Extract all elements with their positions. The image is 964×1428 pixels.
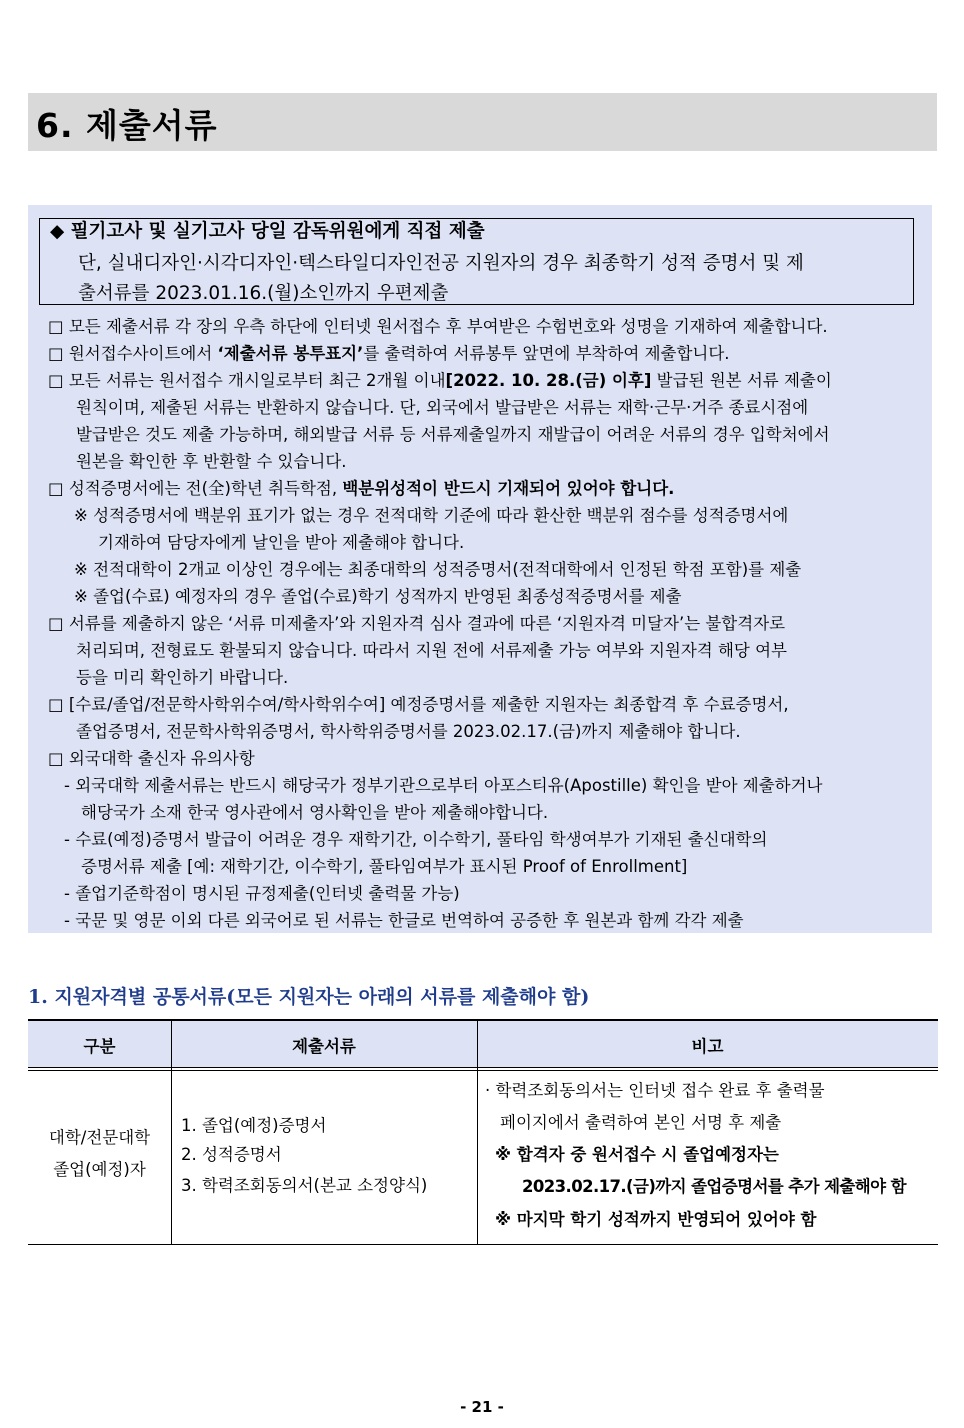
- bullet-4: [48, 479, 674, 499]
- table-bottom-border: [28, 1244, 938, 1245]
- bullet-3-line: 원칙이며, 제출된 서류는 반환하지 않습니다. 단, 외국에서 발급받은 서류는 재학·근무·거주 종료시점에: [76, 398, 809, 417]
- bullet-2: [48, 344, 730, 364]
- row-document: 1. 졸업(예정)증명서: [181, 1116, 327, 1135]
- bullet-3-line: 발급받은 것도 제출 가능하며, 해외발급 서류 등 서류제출일까지 재발급이 어려운 서류의 경우 입학처에서: [76, 425, 830, 444]
- row-category: 대학/전문대학: [48, 1128, 151, 1147]
- notice-panel: [28, 205, 932, 933]
- bullet-2-text: □ 원서접수사이트에서: [48, 344, 218, 363]
- bullet-7-item: - 수료(예정)증명서 발급이 어려운 경우 재학기간, 이수학기, 풀타임 학생여부가 기재된 출신대학의: [64, 830, 768, 849]
- row-note: 페이지에서 출력하여 본인 서명 후 제출: [500, 1113, 782, 1132]
- bullet-7-item: 증명서류 제출 [예: 재학기간, 이수학기, 풀타임여부가 표시된 Proof of Enrollment]: [81, 857, 688, 876]
- bullet-7: □ 외국대학 출신자 유의사항: [48, 749, 255, 768]
- bullet-7-item: - 졸업기준학점이 명시된 규정제출(인터넷 출력물 가능): [64, 884, 460, 903]
- bullet-2-text-end: 를 출력하여 서류봉투 앞면에 부착하여 제출합니다.: [363, 344, 730, 363]
- row-document: 3. 학력조회동의서(본교 소정양식): [181, 1176, 428, 1195]
- row-document: 2. 성적증명서: [181, 1145, 282, 1164]
- bullet-2-bold: ‘제출서류 봉투표지’: [217, 344, 364, 363]
- header-remarks: 비고: [691, 1037, 724, 1056]
- row-note-emphasis: ※ 합격자 중 원서접수 시 졸업예정자는: [495, 1145, 779, 1164]
- row-category: 졸업(예정)자: [53, 1160, 146, 1179]
- bullet-3-line: 원본을 확인한 후 반환할 수 있습니다.: [76, 452, 347, 471]
- page-number: - 21 -: [460, 1398, 504, 1416]
- bullet-5-line: 처리되며, 전형료도 환불되지 않습니다. 따라서 지원 전에 서류제출 가능 여부와 지원자격 해당 여부: [76, 641, 787, 660]
- table-header-divider: [28, 1067, 938, 1068]
- bullet-3-bold: [2022. 10. 28.(금) 이후]: [445, 371, 652, 390]
- bullet-7-item: 해당국가 소재 한국 영사관에서 영사확인을 받아 제출해야합니다.: [81, 803, 549, 822]
- bullet-5-line: 등을 미리 확인하기 바랍니다.: [76, 668, 289, 687]
- bullet-3-text: □ 모든 서류는 원서접수 개시일로부터 최근 2개월 이내: [48, 371, 446, 390]
- header-category: 구분: [83, 1037, 116, 1056]
- row-note-emphasis: ※ 마지막 학기 성적까지 반영되어 있어야 함: [495, 1210, 817, 1229]
- table-top-border: [28, 1019, 938, 1021]
- bullet-4-bold: 백분위성적이 반드시 기재되어 있어야 합니다.: [342, 479, 675, 498]
- bullet-6: □ [수료/졸업/전문학사학위수여/학사학위수여] 예정증명서를 제출한 지원자는 최종합격 후 수료증명서,: [48, 695, 789, 714]
- subsection-title: 1. 지원자격별 공통서류(모든 지원자는 아래의 서류를 제출해야 함): [28, 986, 590, 1008]
- notice-box-title: ◆ 필기고사 및 실기고사 당일 감독위원에게 직접 제출: [50, 221, 485, 242]
- common-documents-table: [28, 1019, 938, 1245]
- notice-box-line: 출서류를 2023.01.16.(월)소인까지 우편제출: [78, 283, 449, 304]
- bullet-4-text: □ 성적증명서에는 전(全)학년 취득학점,: [48, 479, 343, 498]
- bullet-1: □ 모든 제출서류 각 장의 우측 하단에 인터넷 원서접수 후 부여받은 수험번호와 성명을 기재하여 제출합니다.: [48, 317, 828, 336]
- bullet-6-line: 졸업증명서, 전문학사학위증명서, 학사학위증명서를 2023.02.17.(금)까지 제출해야 합니다.: [76, 722, 741, 741]
- bullet-4-note: ※ 졸업(수료) 예정자의 경우 졸업(수료)학기 성적까지 반영된 최종성적증명서를 제출: [74, 587, 682, 606]
- bullet-3-text-end: 발급된 원본 서류 제출이: [651, 371, 832, 390]
- section-title-bar: [28, 93, 937, 151]
- bullet-7-item: - 외국대학 제출서류는 반드시 해당국가 정부기관으로부터 아포스티유(Apostille) 확인을 받아 제출하거나: [64, 776, 823, 795]
- bullet-4-note: ※ 전적대학이 2개교 이상인 경우에는 최종대학의 성적증명서(전적대학에서 인정된 학점 포함)를 제출: [74, 560, 802, 579]
- bullet-4-note: 기재하여 담당자에게 날인을 받아 제출해야 합니다.: [98, 533, 465, 552]
- notice-box-line: 단, 실내디자인·시각디자인·텍스타일디자인전공 지원자의 경우 최종학기 성적 증명서 및 제: [78, 253, 804, 274]
- bullet-5: □ 서류를 제출하지 않은 ‘서류 미제출자’와 지원자격 심사 결과에 따른 ‘지원자격 미달자’는 불합격자로: [48, 614, 786, 633]
- row-note: · 학력조회동의서는 인터넷 접수 완료 후 출력물: [485, 1081, 825, 1100]
- table-header-divider-double: [28, 1070, 938, 1071]
- bullet-7-item: - 국문 및 영문 이외 다른 외국어로 된 서류는 한글로 번역하여 공증한 후 원본과 함께 각각 제출: [64, 911, 744, 930]
- row-note-emphasis: 2023.02.17.(금)까지 졸업증명서를 추가 제출해야 함: [522, 1177, 906, 1196]
- bullet-4-note: ※ 성적증명서에 백분위 표기가 없는 경우 전적대학 기준에 따라 환산한 백분위 점수를 성적증명서에: [74, 506, 789, 525]
- section-title: 6. 제출서류: [36, 106, 218, 145]
- header-documents: 제출서류: [292, 1037, 356, 1056]
- bullet-3: [48, 371, 832, 391]
